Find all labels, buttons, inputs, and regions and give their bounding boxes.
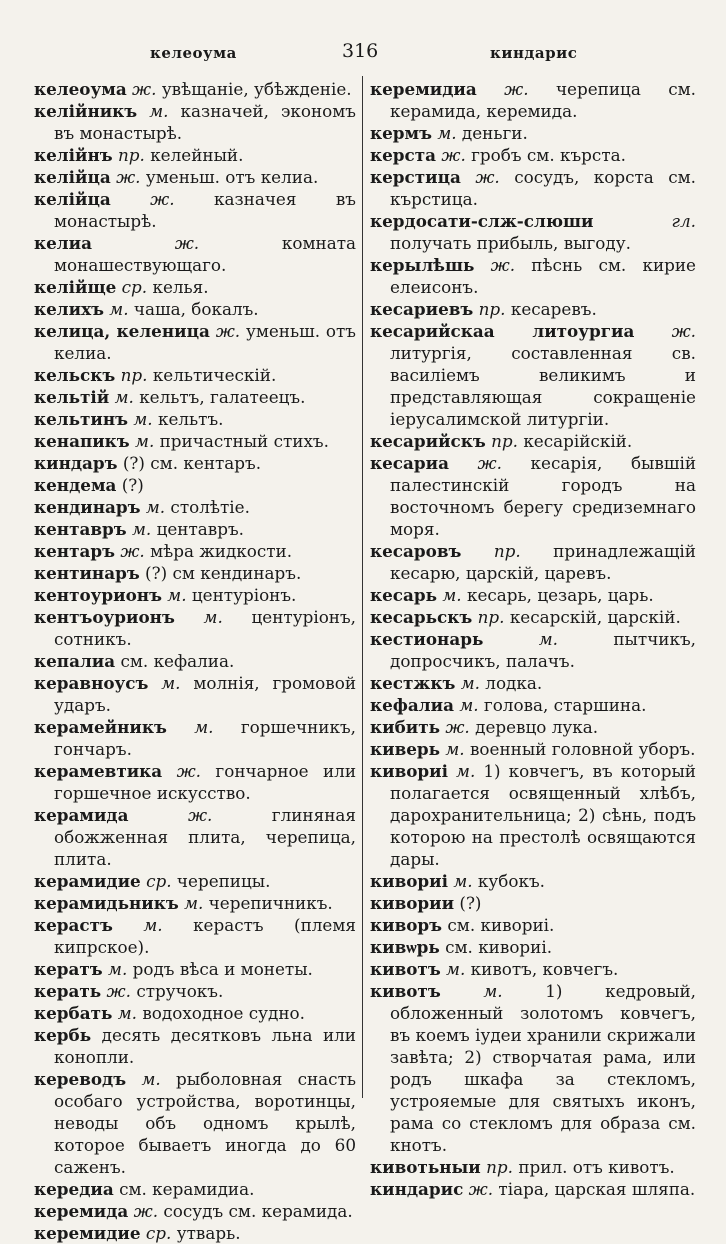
entry-headword: киверь [370, 739, 441, 759]
entry-headword: кивориі [370, 761, 448, 781]
entry-headword: киндаръ [34, 453, 118, 473]
entry-grammar: пр. [491, 431, 518, 451]
dictionary-entry [370, 980, 696, 1156]
dictionary-entry [34, 166, 356, 188]
entry-grammar: м. [456, 761, 476, 781]
dictionary-entry [370, 144, 696, 166]
entry-grammar: пр. [477, 607, 505, 627]
dictionary-entry [34, 144, 356, 166]
entry-definition: (?) [459, 893, 482, 913]
entry-headword: кефалиа [370, 695, 454, 715]
entry-grammar: пр. [478, 299, 506, 319]
entry-definition: гончарное или горшечное искусство. [54, 761, 356, 803]
entry-headword: кендинаръ [34, 497, 141, 517]
entry-definition: лодка. [485, 673, 543, 693]
dictionary-entry [34, 870, 356, 892]
entry-grammar: м. [437, 123, 457, 143]
entry-definition: стручокъ. [136, 981, 224, 1001]
entry-definition: см. кефалиа. [120, 651, 235, 671]
entry-definition: керастъ (племя кипрское). [54, 915, 356, 957]
entry-headword: керавноусъ [34, 673, 149, 693]
entry-headword: кивории [370, 893, 455, 913]
dictionary-entry [34, 474, 356, 496]
entry-grammar: ж. [150, 189, 175, 209]
entry-grammar: м. [143, 915, 163, 935]
dictionary-entry [370, 606, 696, 628]
entry-grammar: пр. [486, 1157, 513, 1177]
entry-headword: кесарийскаа литоургиа [370, 321, 635, 341]
entry-grammar: ж. [477, 453, 502, 473]
entry-grammar: м. [117, 1003, 137, 1023]
entry-definition: центавръ. [156, 519, 244, 539]
entry-definition: тіара, царская шляпа. [498, 1179, 696, 1199]
entry-headword: кивотъ [370, 981, 441, 1001]
entry-grammar: ср. [146, 871, 172, 891]
dictionary-entry [370, 1156, 696, 1178]
entry-definition: кесаревъ. [510, 299, 597, 319]
entry-grammar: пр. [493, 541, 521, 561]
entry-headword: келійнъ [34, 145, 113, 165]
dictionary-entry [34, 276, 356, 298]
entry-grammar: м. [131, 519, 152, 539]
entry-headword: келійникъ [34, 101, 138, 121]
entry-grammar: ж. [176, 761, 201, 781]
entry-definition: молнія, громовой ударъ. [54, 673, 357, 715]
entry-headword: кенапикъ [34, 431, 130, 451]
entry-grammar: м. [167, 585, 187, 605]
entry-definition: кесарія, бывшій палестинскій городъ на восточномъ берегу средиземнаго моря. [390, 453, 697, 539]
entry-headword: кесарь [370, 585, 438, 605]
entry-headword: кередиа [34, 1179, 114, 1199]
entry-definition: 1) ковчегъ, въ который полагается освященный хлѣбъ, дарохранительница; 2) сѣнь, подъ которою на престолѣ освящаются дары. [390, 761, 696, 869]
entry-headword: керамида [34, 805, 129, 825]
dictionary-entry [370, 166, 696, 210]
entry-definition: военный головной уборъ. [469, 739, 696, 759]
entry-definition: литургія, составленная св. василіемъ великимъ и представляющая сокращеніе іерусалимской литургіи. [390, 343, 696, 429]
entry-headword: кентоурионъ [34, 585, 162, 605]
entry-grammar: ж. [445, 717, 470, 737]
entry-definition: сосудъ, корста см. кърстица. [390, 167, 697, 209]
entry-headword: кербь [34, 1025, 92, 1045]
entry-headword: кентавръ [34, 519, 127, 539]
entry-definition: кельтическій. [152, 365, 277, 385]
dictionary-entry [370, 320, 696, 430]
running-head-right: киндарис [490, 44, 578, 62]
entry-definition: горшечникъ, гончаръ. [54, 717, 356, 759]
dictionary-entry [34, 100, 356, 144]
entry-definition: кубокъ. [477, 871, 545, 891]
entry-grammar: ж. [187, 805, 213, 825]
entry-definition: кесарійскій. [523, 431, 633, 451]
entry-definition: см. кивориі. [447, 915, 555, 935]
dictionary-entry [370, 122, 696, 144]
dictionary-entry [370, 958, 696, 980]
dictionary-entry [34, 430, 356, 452]
entry-definition: черепица см. керамида, керемида. [390, 79, 696, 121]
dictionary-entry [370, 210, 696, 254]
dictionary-entry [370, 254, 696, 298]
entry-grammar: м. [141, 1069, 161, 1089]
entry-definition: черепицы. [176, 871, 271, 891]
dictionary-entry [34, 1068, 356, 1178]
entry-grammar: гл. [671, 211, 696, 231]
dictionary-entry [34, 320, 356, 364]
dictionary-entry [34, 804, 356, 870]
entry-headword: кельтій [34, 387, 110, 407]
entry-grammar: м. [109, 299, 129, 319]
entry-definition: чаша, бокалъ. [133, 299, 259, 319]
entry-definition: пытчикъ, допросчикъ, палачъ. [390, 629, 696, 671]
dictionary-entry [34, 980, 356, 1002]
entry-headword: киворъ [370, 915, 443, 935]
entry-definition: мѣра жидкости. [150, 541, 293, 561]
entry-definition: (?) см кендинаръ. [145, 563, 302, 583]
entry-headword: кереводъ [34, 1069, 127, 1089]
entry-definition: кельтъ. [157, 409, 224, 429]
entry-definition: черепичникъ. [208, 893, 333, 913]
entry-headword: кивѡрь [370, 937, 440, 957]
entry-definition: десять десятковъ льна или конопли. [54, 1025, 356, 1067]
entry-headword: кивотьныи [370, 1157, 481, 1177]
entry-definition: центуріонъ. [191, 585, 297, 605]
entry-headword: кентинаръ [34, 563, 140, 583]
page-header [30, 40, 706, 66]
entry-headword: кибить [370, 717, 440, 737]
dictionary-entry [34, 386, 356, 408]
entry-definition: гробъ см. кърста. [471, 145, 626, 165]
entry-grammar: ср. [121, 277, 148, 297]
entry-headword: керста [370, 145, 437, 165]
entry-headword: киндарис [370, 1179, 464, 1199]
dictionary-entry [34, 188, 356, 232]
entry-headword: кесариевъ [370, 299, 474, 319]
dictionary-entry [34, 364, 356, 386]
dictionary-entry [34, 716, 356, 760]
entry-definition: голова, старшина. [483, 695, 647, 715]
entry-definition: причастный стихъ. [159, 431, 329, 451]
dictionary-entry [370, 1178, 696, 1200]
dictionary-entry [370, 452, 696, 540]
entry-headword: керамейникъ [34, 717, 167, 737]
entry-grammar: ж. [504, 79, 529, 99]
entry-grammar: м. [459, 695, 479, 715]
entry-headword: керамидьникъ [34, 893, 179, 913]
entry-definition: пѣснь см. кирие елеисонъ. [390, 255, 696, 297]
dictionary-entry [34, 760, 356, 804]
dictionary-entry [34, 408, 356, 430]
entry-definition: кесарь, цезарь, царь. [466, 585, 654, 605]
entry-definition: столѣтіе. [170, 497, 250, 517]
dictionary-entry [370, 870, 696, 892]
entry-headword: кестионарь [370, 629, 484, 649]
dictionary-entry [34, 518, 356, 540]
entry-definition: уменьш. отъ келиа. [54, 321, 356, 363]
entry-grammar: ж. [475, 167, 500, 187]
dictionary-entry [370, 936, 696, 958]
entry-definition: см. керамидиа. [119, 1179, 255, 1199]
dictionary-entry [34, 540, 356, 562]
dictionary-entry [370, 672, 696, 694]
entry-headword: керстица [370, 167, 461, 187]
dictionary-entry [370, 914, 696, 936]
dictionary-entry [34, 606, 356, 650]
entry-grammar: ж. [132, 79, 157, 99]
running-head-left: келеоума [150, 44, 237, 62]
entry-grammar: ж. [120, 541, 145, 561]
entry-definition: деньги. [461, 123, 528, 143]
entry-grammar: м. [445, 739, 465, 759]
entry-definition: кесарскій, царскій. [509, 607, 681, 627]
entry-headword: кесаровъ [370, 541, 462, 561]
dictionary-entry [370, 760, 696, 870]
dictionary-entry [370, 892, 696, 914]
dictionary-entry [370, 430, 696, 452]
entry-headword: кивотъ [370, 959, 441, 979]
entry-definition: родъ вѣса и монеты. [132, 959, 313, 979]
entry-definition: кельтъ, галатеецъ. [139, 387, 306, 407]
entry-grammar: ж. [106, 981, 131, 1001]
entry-grammar: м. [203, 607, 223, 627]
entry-headword: кентаръ [34, 541, 115, 561]
entry-definition: деревцо лука. [475, 717, 599, 737]
page-number: 316 [342, 40, 379, 62]
entry-headword: кесарийскъ [370, 431, 486, 451]
dictionary-entry [34, 452, 356, 474]
dictionary-entry [34, 892, 356, 914]
entry-definition: (?) см. кентаръ. [122, 453, 262, 473]
entry-grammar: ж. [174, 233, 200, 253]
entry-grammar: ж. [671, 321, 696, 341]
entry-grammar: м. [149, 101, 169, 121]
entry-definition: водоходное судно. [142, 1003, 305, 1023]
entry-definition: увѣщаніе, убѣжденіе. [161, 79, 352, 99]
dictionary-entry [34, 914, 356, 958]
entry-definition: комната монашествующаго. [54, 233, 356, 275]
entry-headword: керамевтика [34, 761, 163, 781]
entry-grammar: ж. [133, 1201, 159, 1221]
entry-headword: келійца [34, 189, 111, 209]
dictionary-entry [370, 78, 696, 122]
dictionary-entry [34, 232, 356, 276]
entry-headword: кепалиа [34, 651, 116, 671]
dictionary-entry [34, 650, 356, 672]
entry-grammar: м. [453, 871, 473, 891]
dictionary-entry [34, 1002, 356, 1024]
dictionary-entry [34, 496, 356, 518]
entry-definition: келейный. [150, 145, 244, 165]
dictionary-entry [34, 1024, 356, 1068]
entry-grammar: м. [114, 387, 134, 407]
entry-headword: кестжкъ [370, 673, 456, 693]
entry-grammar: ж. [468, 1179, 494, 1199]
entry-definition: уменьш. отъ келиа. [145, 167, 319, 187]
entry-headword: керемидие [34, 1223, 141, 1243]
entry-grammar: ср. [145, 1223, 172, 1243]
entry-headword: кербать [34, 1003, 113, 1023]
dictionary-entry [370, 716, 696, 738]
dictionary-entry [34, 958, 356, 980]
entry-grammar: м. [108, 959, 128, 979]
entry-grammar: м. [133, 409, 153, 429]
entry-grammar: м. [442, 585, 462, 605]
entry-grammar: ж. [116, 167, 141, 187]
dictionary-entry [370, 694, 696, 716]
entry-grammar: м. [145, 497, 166, 517]
entry-headword: кентъоурионъ [34, 607, 175, 627]
entry-headword: кермъ [370, 123, 432, 143]
entry-definition: центуріонъ, сотникъ. [54, 607, 356, 649]
entry-grammar: м. [135, 431, 155, 451]
entry-headword: керылѣшь [370, 255, 475, 275]
entry-definition: утварь. [176, 1223, 241, 1243]
entry-headword: келица, келеница [34, 321, 210, 341]
entry-headword: кератъ [34, 959, 103, 979]
entry-definition: 1) кедровый, обложенный золотомъ ковчегъ, въ коемъ іудеи хранили скрижали завѣта; 2) створчатая рама, или родъ шкафа за стекломъ, устрояемые для святыхъ иконъ, рама со стекломъ для образа см. кнотъ. [390, 981, 697, 1155]
entry-grammar: ж. [215, 321, 241, 341]
entry-grammar: м. [184, 893, 204, 913]
entry-grammar: м. [460, 673, 480, 693]
entry-grammar: ж. [441, 145, 466, 165]
entry-definition: кивотъ, ковчегъ. [470, 959, 619, 979]
entry-definition: получать прибыль, выгоду. [390, 233, 631, 253]
dictionary-entry [34, 1178, 356, 1200]
entry-headword: керемидиа [370, 79, 477, 99]
entry-grammar: пр. [117, 145, 145, 165]
entry-grammar: м. [194, 717, 214, 737]
entry-definition: прил. отъ кивотъ. [518, 1157, 675, 1177]
entry-grammar: м. [161, 673, 181, 693]
entry-definition: рыболовная снасть особаго устройства, воротинцы, неводы объ одномъ крылѣ, которое бываетъ иногда до 60 саженъ. [54, 1069, 356, 1177]
entry-definition: казначея въ монастырѣ. [54, 189, 356, 231]
entry-headword: кельскъ [34, 365, 116, 385]
entry-headword: кельтинъ [34, 409, 129, 429]
dictionary-entry [34, 298, 356, 320]
entry-grammar: м. [538, 629, 558, 649]
entry-headword: келійца [34, 167, 111, 187]
entry-headword: керемида [34, 1201, 129, 1221]
dictionary-entry [34, 78, 356, 100]
entry-headword: кесарьскъ [370, 607, 473, 627]
dictionary-entry [370, 540, 696, 584]
entry-headword: кивориі [370, 871, 448, 891]
entry-headword: керамидие [34, 871, 141, 891]
entry-headword: кесариа [370, 453, 449, 473]
entry-headword: келихъ [34, 299, 104, 319]
dictionary-entry [370, 738, 696, 760]
entry-headword: келиа [34, 233, 92, 253]
entry-headword: келеоума [34, 79, 127, 99]
left-column [34, 78, 356, 1244]
entry-headword: керастъ [34, 915, 113, 935]
dictionary-entry [34, 584, 356, 606]
dictionary-entry [34, 562, 356, 584]
entry-grammar: м. [446, 959, 466, 979]
entry-grammar: м. [483, 981, 503, 1001]
dictionary-entry [34, 1200, 356, 1222]
entry-headword: кендема [34, 475, 117, 495]
entry-headword: керать [34, 981, 102, 1001]
entry-grammar: ж. [490, 255, 516, 275]
entry-definition: (?) [121, 475, 144, 495]
dictionary-entry [370, 628, 696, 672]
entry-definition: глиняная обожженная плита, черепица, плита. [54, 805, 356, 869]
entry-definition: келья. [152, 277, 209, 297]
dictionary-entry [34, 1222, 356, 1244]
entry-definition: см. кивориі. [445, 937, 553, 957]
dictionary-entry [34, 672, 356, 716]
right-column [370, 78, 696, 1200]
column-divider [362, 76, 363, 1098]
dictionary-entry [370, 298, 696, 320]
dictionary-entry [370, 584, 696, 606]
entry-grammar: пр. [120, 365, 148, 385]
entry-headword: кердосати-слж-слюши [370, 211, 594, 231]
entry-definition: казначей, экономъ въ монастырѣ. [54, 101, 356, 143]
entry-headword: келійще [34, 277, 117, 297]
entry-definition: сосудъ см. керамида. [163, 1201, 353, 1221]
entry-definition: принадлежащій кесарю, царскій, царевъ. [390, 541, 696, 583]
